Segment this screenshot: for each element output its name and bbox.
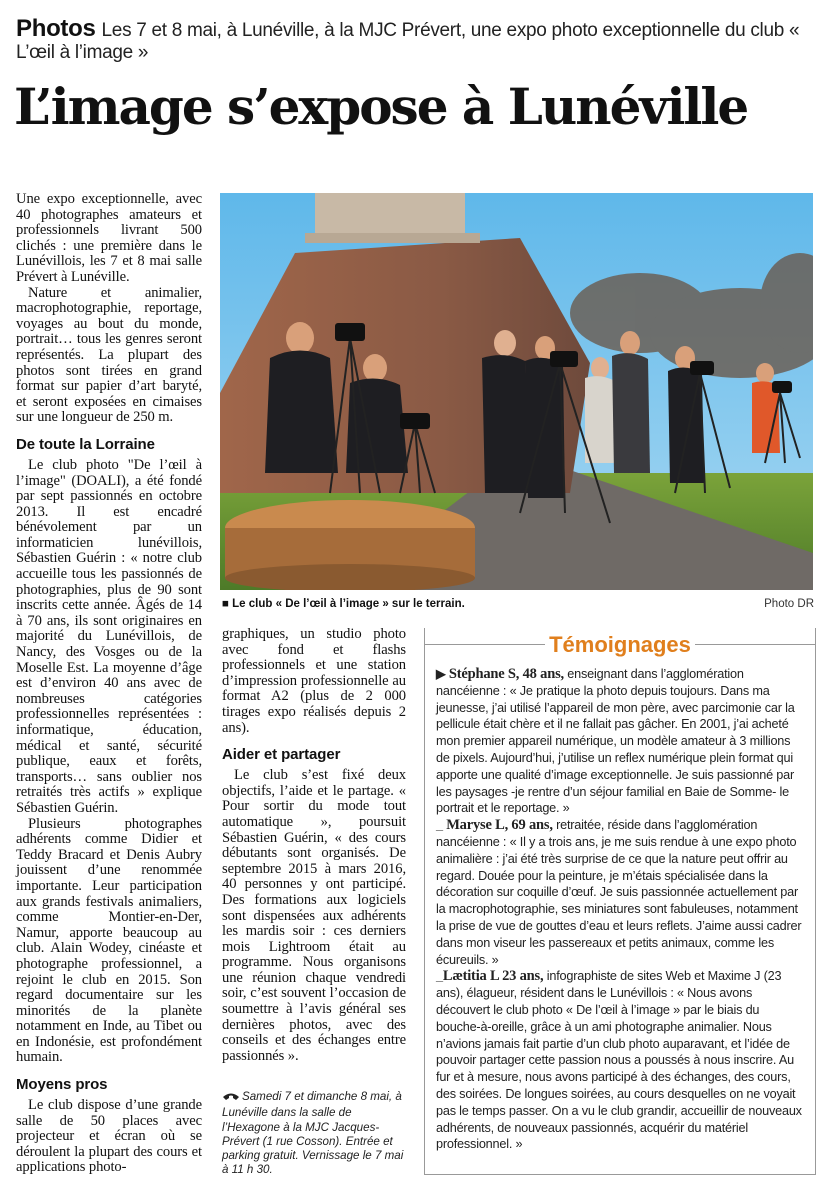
dash-bullet-icon: _ [436,818,447,833]
headline: L’image s’expose à Lunéville [14,77,748,136]
dash-bullet-icon: _ [436,969,443,984]
testimonials-box [424,628,816,1175]
testimonial-name: Lætitia L 23 ans, [442,968,544,985]
photo-caption [222,597,814,611]
paragraph: Nature et animalier, macrophotographie, reportage, voyages au bout du monde, portrait… tous les genres seront représentés. La plupart des photos sont tirées en grand format sur papier d’art baryté, et seront exposées en cimaises sur une longueur de 250 m. [16,284,202,426]
paragraph: Le club photo "De l’œil à l’image" (DOALI), a été fondé par sept passionnés en octobre 2013. Il est encadré bénévolement par un informaticien lunévillois, Sébastien Guérin : « notre club accueille tous les passionnés de photographies, plus de 90 sont inscrits cette année. Âgés de 14 à 70 ans, ils sont originaires en majorité du Lunévillois, de Nancy, des Vosges ou de la Moselle Est. La moyenne d’âge est d’environ 40 ans avec de nombreuses catégories professionnelles représentées : informatique, éducation, médical et santé, sécurité publique, eaux et forêts, transports… sans oublier nos retraités très actifs » explique Sébastien Guérin. [16,456,202,816]
testimonial-name: Maryse L, 69 ans, [446,817,553,834]
article-column-2 [222,627,406,1064]
kicker [16,15,816,64]
testimonial-text: retraitée, réside dans l’agglomération nancéienne : « Il y a trois ans, je me suis rendue à une expo photo animalière : j’ai été très surprise de ce que la nature peut offrir au regard. Douée pour la peinture, je m’étais spécialisée dans la décoration sur coquille d’œuf. Je suis passionnée actuellement par la macrophotographie, ses miniatures sont fabuleuses, notamment la prise de vue de gouttes d’eau et leurs reflets. J’aime aussi cadrer dans mon viseur les passereaux et petits animaux, comme les écureuils. » [436,818,802,967]
event-info-text: Samedi 7 et dimanche 8 mai, à Lunéville dans la salle de l’Hexagone à la MJC Jacques-Prévert (1 rue Cosson). Entrée et parking gratuit. Vernissage le 7 mai à 11 h 30. [222,1090,404,1177]
phone-icon [222,1092,240,1106]
subheading: Aider et partager [222,746,341,764]
testimonial-text: enseignant dans l’agglomération nancéienne : « Je pratique la photo depuis toujours. Dans ma jeunesse, j’ai utilisé l’appareil de mon père, avec parcimonie car la pellicule était chère et il ne fallait pas gâcher. En 2001, j’ai acheté mon premier appareil numérique, un modèle amateur à 3 millions de pixels. Aujourd’hui, j’utilise un reflex numérique plein format qui apporte une qualité d’image exceptionnelle. Je suis passionné par les paysages -je rentre d’un séjour familial en Baie de Somme- le portrait et le reportage. » [436,667,795,816]
kicker-text: Les 7 et 8 mai, à Lunéville, à la MJC Prévert, une expo photo exceptionnelle du club « L’œil à l’image » [16,20,800,63]
event-info [222,1090,406,1178]
paragraph: Le club s’est fixé deux objectifs, l’aide et le partage. « Pour sortir du mode tout automatique », poursuit Sébastien Guérin, « des cours débutants sont organisés. De septembre 2015 à mars 2016, 40 personnes y ont participé. Des formations aux logiciels sont dispensées aux adhérents les mardis soir : ces derniers mois Lightroom était au programme. Nous organisons une réunion chaque vendredi soir, c’est souvent l’occasion de soumettre à l’avis général ses dernières photos, avec des conseils et des échanges entre passionnés ». [222,767,406,1064]
testimonials-body [436,666,806,1153]
testimonials-title: Témoignages [549,632,691,657]
caption-text: Le club « De l’œil à l’image » sur le terrain. [232,598,465,610]
section-tag: Photos [16,15,96,42]
article-column-1 [16,192,202,1176]
testimonial [436,666,806,817]
triangle-bullet-icon: ▶ [436,667,449,681]
paragraph: Le club dispose d’une grande salle de 50 places avec projecteur et écran où se déroulent la plupart des cours et applications photo- [16,1097,202,1176]
paragraph-continued: graphiques, un studio photo avec fond et flashs professionnels et une station d’impression professionnelle au format A2 (plus de 2 000 tirages expo réalisés depuis 2 ans). [222,626,406,736]
testimonial [436,968,806,1153]
caption-marker-icon: ■ [222,598,229,610]
photo-credit: Photo DR [764,598,814,610]
article-photo [220,193,813,590]
testimonial-name: Stéphane S, 48 ans, [448,666,564,682]
subheading: Moyens pros [16,1076,108,1094]
testimonial-text: infographiste de sites Web et Maxime J (23 ans), élagueur, résident dans le Lunévillois : « Nous avons découvert le club photo « De l’œil à l’image » par le biais du bouche-à-oreille, grâce à un ami photographe animalier. Nous n’avions jamais fait partie d’un club photo auparavant, et l’idée de pouvoir partager cette passion nous a poussés à nous inscrire. Au fur et à mesure, nous avons participé à des échanges, des cours, des soirées. De longues soirées, au cours desquelles on ne voyait pas le temps passer. On a vu le club grandir, accueillir de nouveaux adhérents, de nouveaux passionnés, acquérir du matériel professionnel. » [436,969,802,1152]
testimonial [436,817,806,968]
subheading: De toute la Lorraine [16,435,155,453]
title-rule-right [695,644,815,645]
paragraph: Une expo exceptionnelle, avec 40 photographes amateurs et professionnels livrant 500 clichés : une première dans le Lunévillois, les 7 et 8 mai salle Prévert à Lunéville. [16,191,202,285]
paragraph: Plusieurs photographes adhérents comme Didier et Teddy Bracard et Denis Aubry jouissent d’une renommée importante. Leur participation aux grands festivals animaliers, comme Montier-en-Der, Namur, apporte beaucoup au club. Alain Wodey, cinéaste et photographe professionnel, a rejoint le club en 2015. Son regard documentaire sur les minorités de la planète notamment en Inde, au Tibet ou en Indonésie, est profondément humain. [16,815,202,1066]
title-rule-left [425,644,545,645]
testimonials-title-bar [425,628,815,662]
